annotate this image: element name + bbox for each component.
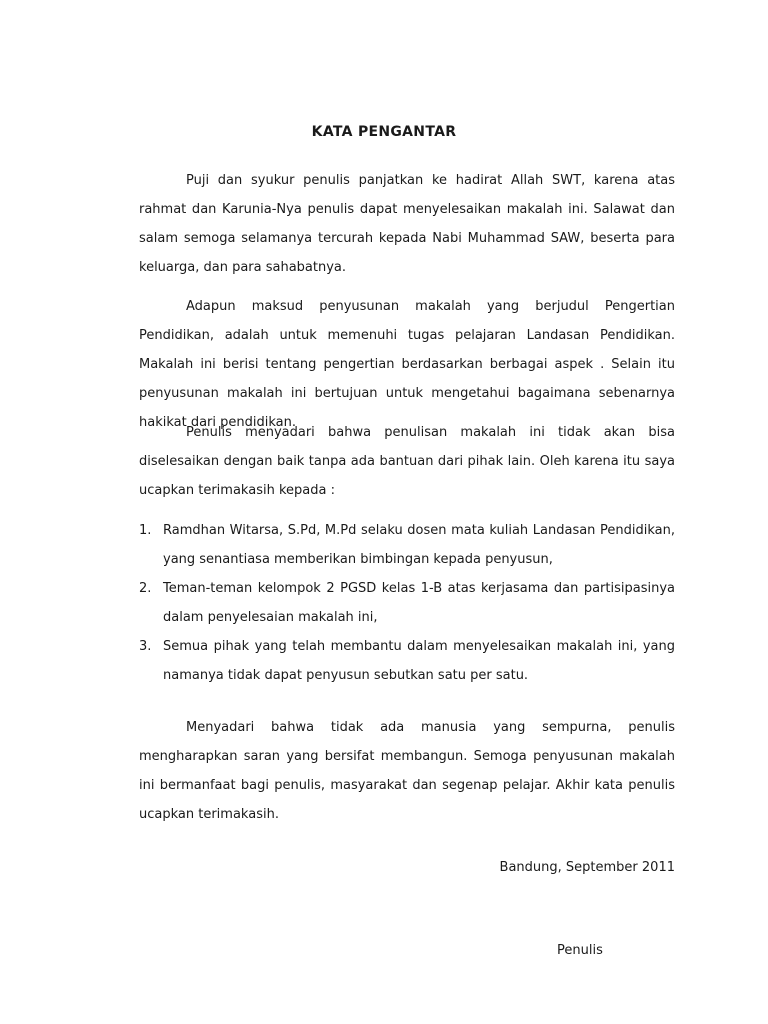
paragraph-opening: Puji dan syukur penulis panjatkan ke hadirat Allah SWT, karena atas rahmat dan Karunia-Nya penulis dapat menyelesaikan makalah ini. Salawat dan salam semoga selamanya tercurah kepada Nabi Muhammad SAW, beserta para keluarga, dan para sahabatnya. (139, 173, 675, 275)
list-item (139, 516, 675, 574)
list-item-text: Semua pihak yang telah membantu dalam menyelesaikan makalah ini, yang namanya tidak dapat penyusun sebutkan satu per satu. (163, 639, 675, 683)
list-item (139, 632, 675, 690)
page-title: KATA PENGANTAR (311, 124, 457, 140)
list-item (139, 574, 675, 632)
paragraph-closing: Menyadari bahwa tidak ada manusia yang sempurna, penulis mengharapkan saran yang bersifat membangun. Semoga penyusunan makalah ini bermanfaat bagi penulis, masyarakat dan segenap pelajar. Akhir kata penulis ucapkan terimakasih. (139, 720, 675, 822)
list-item-number: 3. (139, 639, 152, 654)
thanks-list (139, 516, 675, 690)
paragraph-purpose: Adapun maksud penyusunan makalah yang berjudul Pengertian Pendidikan, adalah untuk memenuhi tugas pelajaran Landasan Pendidikan. Makalah ini berisi tentang pengertian berdasarkan berbagai aspek . Selain itu penyusunan makalah ini bertujuan untuk mengetahui bagaimana sebenarnya hakikat dari pendidikan. (139, 299, 675, 430)
list-item-number: 1. (139, 523, 152, 538)
list-item-text: Ramdhan Witarsa, S.Pd, M.Pd selaku dosen mata kuliah Landasan Pendidikan, yang senantiasa memberikan bimbingan kepada penyusun, (163, 523, 675, 567)
list-item-number: 2. (139, 581, 152, 596)
place-date: Bandung, September 2011 (499, 860, 675, 875)
list-item-text: Teman-teman kelompok 2 PGSD kelas 1-B atas kerjasama dan partisipasinya dalam penyelesaian makalah ini, (163, 581, 675, 625)
signature-name: Penulis (557, 943, 603, 958)
paragraph-acknowledgement: Penulis menyadari bahwa penulisan makalah ini tidak akan bisa diselesaikan dengan baik tanpa ada bantuan dari pihak lain. Oleh karena itu saya ucapkan terimakasih kepada : (139, 425, 675, 498)
